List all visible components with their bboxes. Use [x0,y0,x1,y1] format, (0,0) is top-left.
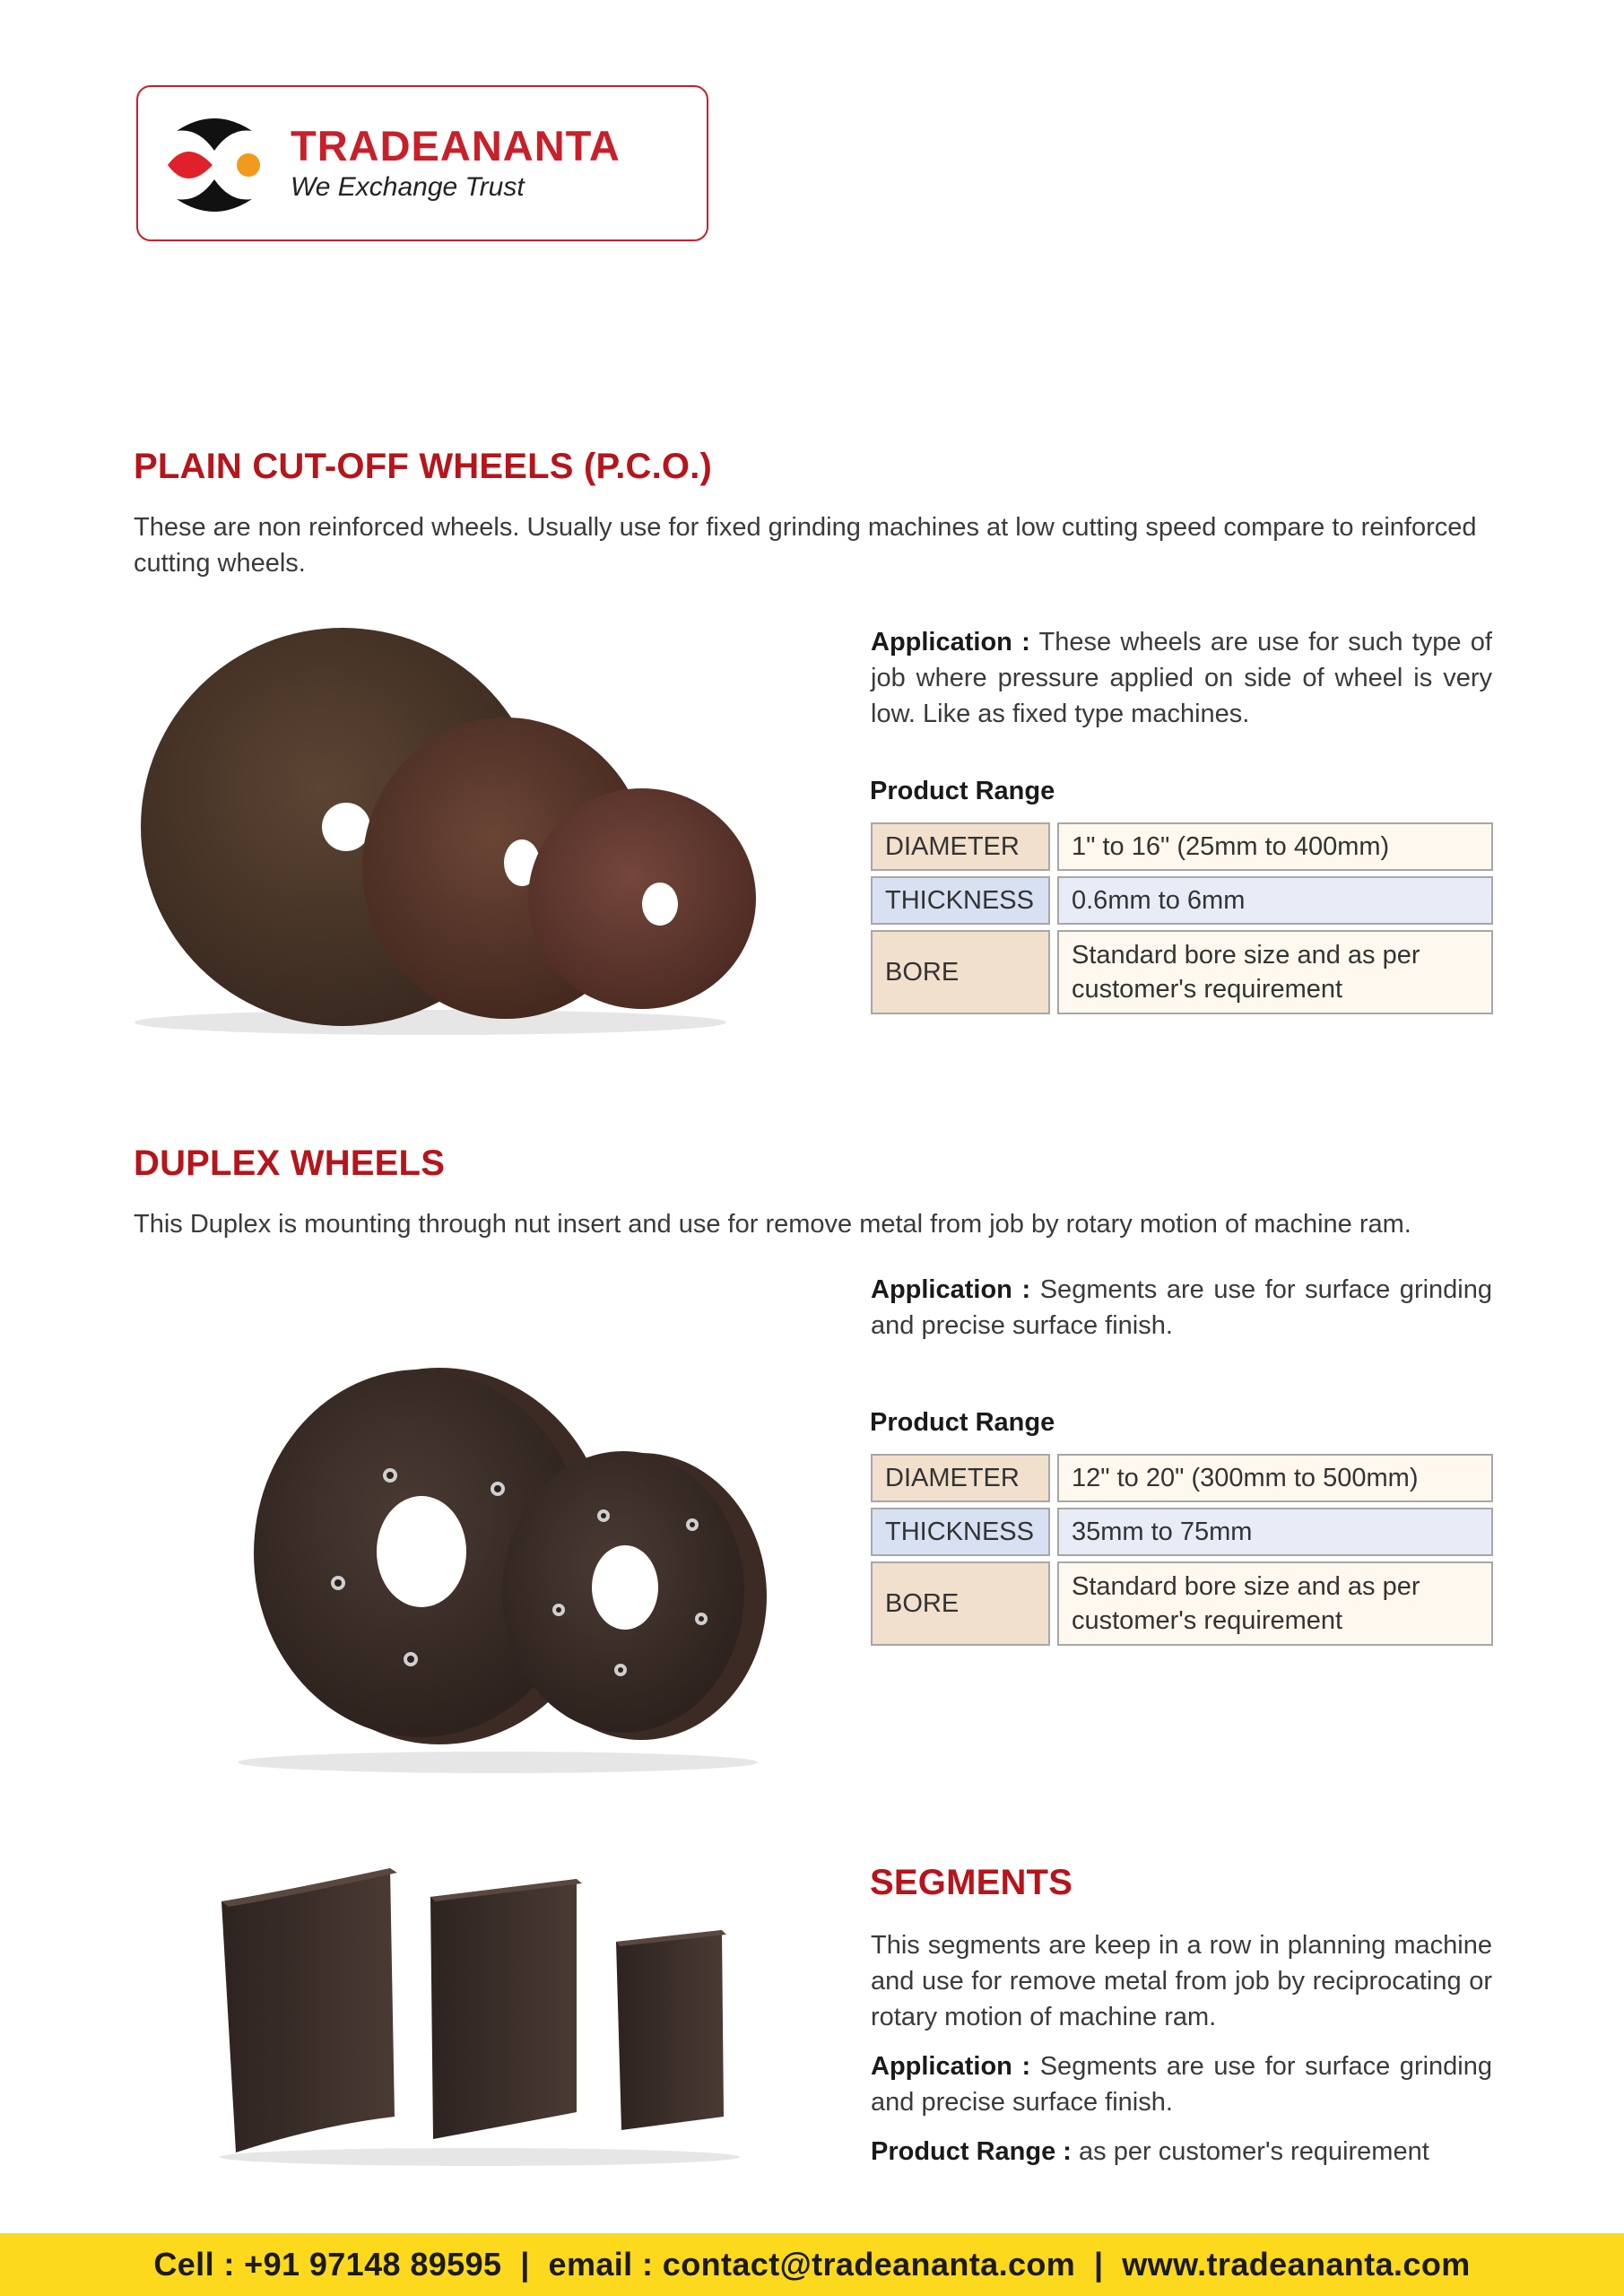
duplex-diameter-label: DIAMETER [871,1454,1050,1502]
duplex-application-text: Segments are use for surface grinding and precise surface finish. [871,1275,1492,1340]
pco-range-table [871,822,1493,1014]
brand-tagline: We Exchange Trust [291,172,525,202]
segments-image [211,1857,749,2170]
pco-title: PLAIN CUT-OFF WHEELS (P.C.O.) [134,447,713,486]
pco-diameter-label: DIAMETER [871,822,1050,871]
tradeananta-logo-icon [161,111,268,219]
duplex-range-table [871,1454,1493,1646]
pco-bore-value: Standard bore size and as per customer's requirement [1057,930,1493,1014]
pco-application [871,624,1492,732]
segments-application-text: Segments are use for surface grinding and precise surface finish. [871,2052,1492,2117]
duplex-thickness-label: THICKNESS [871,1508,1050,1556]
duplex-bore-label: BORE [871,1561,1050,1646]
duplex-bore-value: Standard bore size and as per customer's requirement [1057,1561,1493,1646]
segments-range-label: Product Range : [871,2137,1072,2166]
pco-diameter-value: 1" to 16" (25mm to 400mm) [1057,822,1493,871]
duplex-wheels-image [229,1354,776,1776]
pco-thickness-value: 0.6mm to 6mm [1057,876,1493,925]
brand-name: TRADEANANTA [291,122,621,170]
duplex-diameter-value: 12" to 20" (300mm to 500mm) [1057,1454,1493,1502]
footer-contact-text: Cell : +91 97148 89595 | email : contact@tradeananta.com | www.tradeananta.com [153,2246,1471,2283]
duplex-range-heading: Product Range [870,1408,1055,1437]
duplex-application [871,1272,1492,1344]
pco-application-label: Application : [871,628,1030,657]
pco-bore-label: BORE [871,930,1050,1014]
pco-range-heading: Product Range [870,777,1055,805]
segments-range-text: as per customer's requirement [1079,2137,1429,2166]
pco-thickness-label: THICKNESS [871,876,1050,925]
pco-application-text: These wheels are use for such type of job where pressure applied on side of wheel is very low. Like as fixed type machines. [871,628,1492,728]
duplex-thickness-value: 35mm to 75mm [1057,1508,1493,1556]
segments-application [871,2048,1492,2120]
pco-wheels-image [135,619,789,1040]
segments-application-label: Application : [871,2052,1031,2081]
segments-title: SEGMENTS [870,1863,1073,1902]
duplex-title: DUPLEX WHEELS [134,1144,446,1183]
segments-description: This segments are keep in a row in planning machine and use for remove metal from job by reciprocating or rotary motion of machine ram. [871,1931,1492,2031]
segments-range [871,2134,1492,2170]
duplex-description: This Duplex is mounting through nut insert and use for remove metal from job by rotary motion of machine ram. [134,1210,1411,1239]
duplex-application-label: Application : [871,1275,1031,1304]
brand-logo [136,85,708,241]
pco-description: These are non reinforced wheels. Usually use for fixed grinding machines at low cutting speed compare to reinforced cutting wheels. [134,513,1477,578]
contact-footer [0,2233,1624,2296]
